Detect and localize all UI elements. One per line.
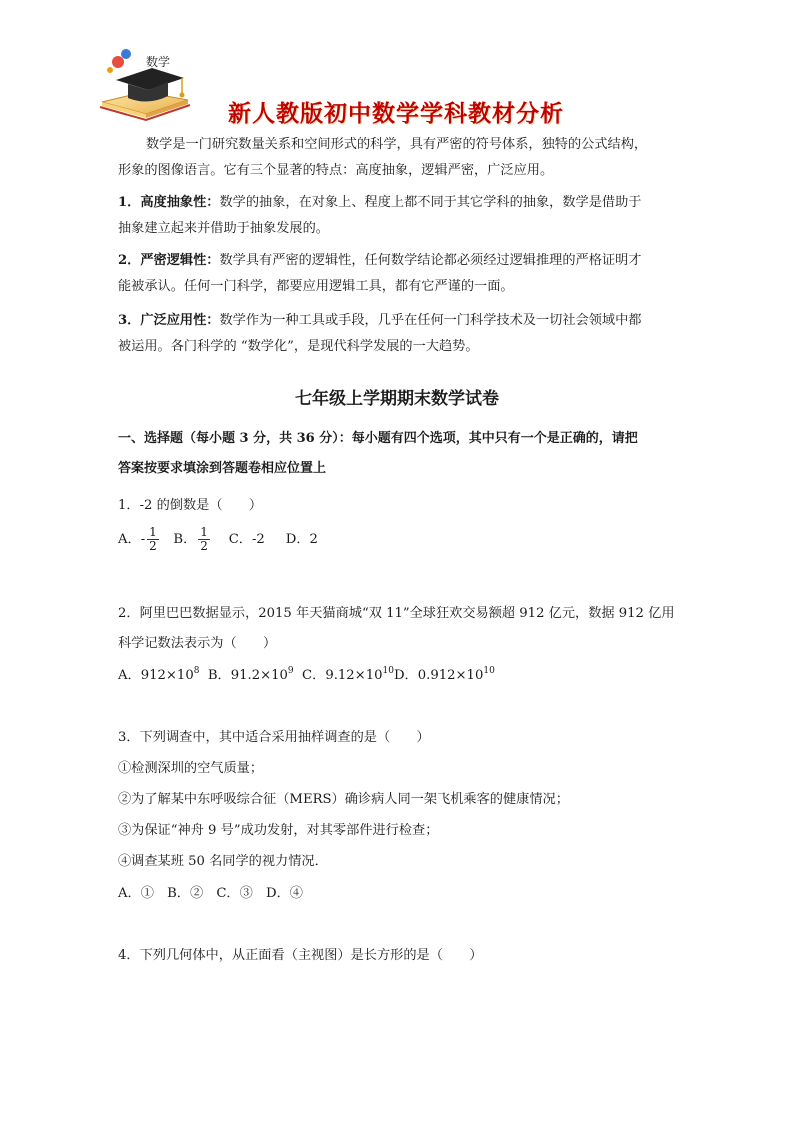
logo-subject-label: 数学 [146, 55, 171, 69]
question-3-options: A．① B．② C．③ D．④ [118, 886, 303, 901]
q2-option-a: A．912×10 [118, 668, 194, 683]
section-instructions-b: 答案按要求填涂到答题卷相应位置上 [118, 461, 327, 476]
intro-paragraph [118, 132, 678, 184]
question-2-stem-a: 2．阿里巴巴数据显示，2015 年天猫商城“双 11”全球狂欢交易额超 912 亿元，数据 912 亿用 [118, 606, 675, 621]
fraction-numerator: 1 [200, 525, 208, 539]
q2-option-c-exponent: 10 [382, 666, 394, 676]
feature-logic-title: 2．严密逻辑性： [118, 253, 220, 268]
intro-line-2: 形象的图像语言。它有三个显著的特点：高度抽象，逻辑严密，广泛应用。 [118, 163, 554, 178]
question-1-options [118, 526, 318, 553]
feature-abstraction [118, 190, 678, 242]
q1-option-c: C．-2 [228, 532, 265, 547]
question-2-stem-b: 科学记数法表示为（ ） [118, 636, 277, 651]
question-3-item-2: ②为了解某中东呼吸综合征（MERS）确诊病人同一架飞机乘客的健康情况； [118, 792, 569, 807]
question-3-item-4: ④调查某班 50 名同学的视力情况． [118, 854, 328, 869]
q1-option-b-label: B． [173, 532, 197, 547]
q2-option-c: C．9.12×10 [302, 668, 383, 683]
q2-option-a-exponent: 8 [193, 666, 200, 676]
feature-abstraction-text-b: 抽象建立起来并借助于抽象发展的。 [118, 221, 329, 236]
q2-option-b: B．91.2×10 [207, 668, 288, 683]
question-3-item-1: ①检测深圳的空气质量； [118, 761, 264, 776]
feature-logic-text-b: 能被承认。任何一门科学，都要应用逻辑工具，都有它严谨的一面。 [118, 279, 514, 294]
fraction-numerator: 1 [149, 525, 157, 539]
feature-application-text-b: 被运用。各门科学的 “数学化”，是现代科学发展的一大趋势。 [118, 339, 479, 354]
feature-abstraction-text-a: 数学的抽象，在对象上、程度上都不同于其它学科的抽象，数学是借助于 [219, 195, 642, 210]
fraction-denominator: 2 [149, 539, 157, 553]
q1-option-b-fraction [198, 526, 210, 553]
feature-application [118, 308, 678, 360]
section-instructions [118, 424, 683, 484]
q1-option-d: D．2 [285, 532, 318, 547]
feature-application-title: 3．广泛应用性： [118, 313, 220, 328]
feature-application-text-a: 数学作为一种工具或手段，几乎在任何一门科学技术及一切社会领域中都 [219, 313, 642, 328]
feature-logic-text-a: 数学具有严密的逻辑性，任何数学结论都必须经过逻辑推理的严格证明才 [219, 253, 642, 268]
section-instructions-a: 一、选择题（每小题 3 分，共 36 分）：每小题有四个选项，其中只有一个是正确的，请把 [118, 431, 638, 446]
q2-option-d-exponent: 10 [483, 666, 495, 676]
feature-logic [118, 248, 678, 300]
question-1-stem: 1．-2 的倒数是（ ） [118, 498, 263, 513]
q1-option-a-label: A．- [118, 532, 146, 547]
question-3-item-3: ③为保证“神舟 9 号”成功发射，对其零部件进行检查； [118, 823, 439, 838]
fraction-denominator: 2 [200, 539, 208, 553]
intro-line-1: 数学是一门研究数量关系和空间形式的科学，具有严密的符号体系，独特的公式结构， [146, 137, 648, 152]
feature-abstraction-title: 1．高度抽象性： [118, 195, 220, 210]
q2-option-b-exponent: 9 [287, 666, 294, 676]
graduation-cap-book-logo [96, 44, 192, 124]
exam-title: 七年级上学期期末数学试卷 [295, 389, 499, 409]
question-4-stem: 4．下列几何体中，从正面看（主视图）是长方形的是（ ） [118, 948, 483, 963]
q2-option-d: D．0.912×10 [393, 668, 484, 683]
q1-option-a-fraction [147, 526, 159, 553]
banner-title: 新人教版初中数学学科教材分析 [228, 101, 564, 127]
question-3-stem: 3．下列调查中，其中适合采用抽样调查的是（ ） [118, 730, 430, 745]
question-2-options [118, 664, 495, 683]
